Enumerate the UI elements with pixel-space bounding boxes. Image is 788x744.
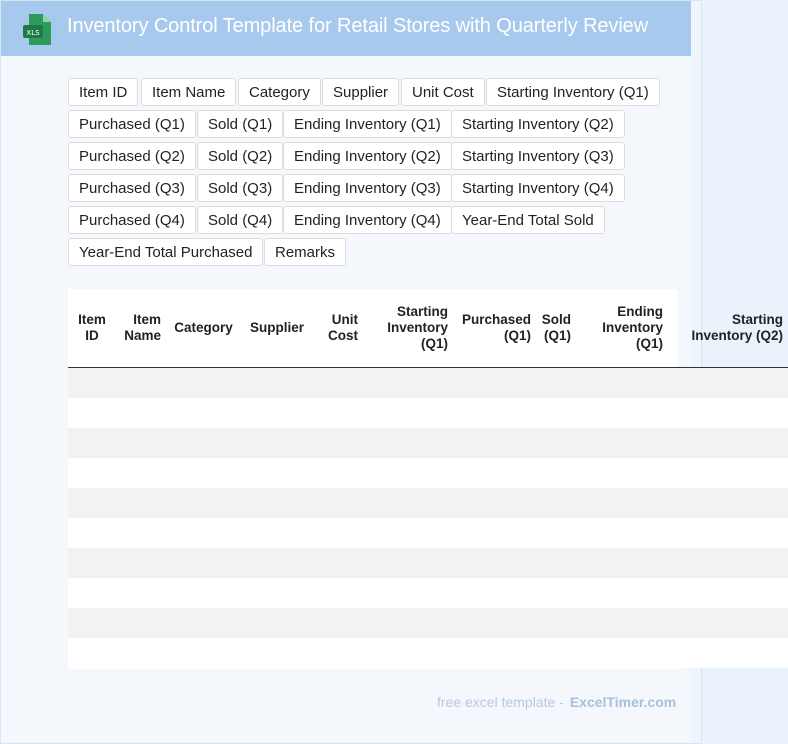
table-cell[interactable] — [668, 518, 788, 548]
table-cell[interactable] — [363, 398, 453, 428]
table-cell[interactable] — [453, 488, 536, 518]
table-cell[interactable] — [453, 548, 536, 578]
footer-brand-link[interactable]: ExcelTimer.com — [569, 694, 677, 710]
table-cell[interactable] — [536, 578, 576, 608]
table-cell[interactable] — [536, 398, 576, 428]
field-chip[interactable]: Sold (Q2) — [197, 142, 283, 170]
table-cell[interactable] — [68, 518, 116, 548]
main-content — [1, 56, 783, 742]
table-cell[interactable] — [166, 608, 241, 638]
table-cell[interactable] — [668, 458, 788, 488]
table-cell[interactable] — [453, 608, 536, 638]
table-cell[interactable] — [363, 608, 453, 638]
table-cell[interactable] — [116, 608, 166, 638]
table-cell[interactable] — [453, 458, 536, 488]
table-cell[interactable] — [313, 548, 363, 578]
table-cell[interactable] — [241, 368, 313, 399]
field-chip[interactable]: Purchased (Q4) — [68, 206, 196, 234]
table-cell[interactable] — [313, 458, 363, 488]
table-cell[interactable] — [668, 428, 788, 458]
table-cell[interactable] — [116, 458, 166, 488]
table-cell[interactable] — [166, 458, 241, 488]
field-chip[interactable]: Purchased (Q3) — [68, 174, 196, 202]
field-chip[interactable]: Purchased (Q1) — [68, 110, 196, 138]
table-cell[interactable] — [68, 488, 116, 518]
field-chip[interactable]: Sold (Q4) — [197, 206, 283, 234]
table-cell[interactable] — [453, 428, 536, 458]
table-cell[interactable] — [313, 638, 363, 668]
column-header[interactable]: Sold (Q1) — [536, 289, 576, 368]
page-title: Inventory Control Template for Retail Stores with Quarterly Review — [67, 15, 649, 37]
field-chip[interactable]: Sold (Q3) — [197, 174, 283, 202]
table-cell[interactable] — [313, 398, 363, 428]
table-cell[interactable] — [313, 578, 363, 608]
table-header-row — [68, 289, 788, 368]
footer-credit — [437, 694, 676, 710]
field-chip[interactable]: Starting Inventory (Q2) — [451, 110, 625, 138]
table-cell[interactable] — [241, 458, 313, 488]
table-cell[interactable] — [241, 488, 313, 518]
table-cell[interactable] — [68, 398, 116, 428]
column-header[interactable]: Item ID — [68, 289, 116, 368]
table-cell[interactable] — [363, 638, 453, 668]
table-cell[interactable] — [576, 398, 668, 428]
field-chip[interactable]: Ending Inventory (Q4) — [283, 206, 452, 234]
table-row — [68, 518, 788, 548]
table-cell[interactable] — [576, 518, 668, 548]
table-cell[interactable] — [453, 578, 536, 608]
field-chip[interactable]: Year-End Total Purchased — [68, 238, 263, 266]
table-cell[interactable] — [241, 428, 313, 458]
table-cell[interactable] — [166, 488, 241, 518]
table-cell[interactable] — [116, 398, 166, 428]
table-cell[interactable] — [241, 608, 313, 638]
table-cell[interactable] — [363, 368, 453, 399]
field-chip[interactable]: Category — [238, 78, 321, 106]
column-header[interactable]: Item Name — [116, 289, 166, 368]
table-cell[interactable] — [536, 458, 576, 488]
table-cell[interactable] — [668, 368, 788, 399]
table-cell[interactable] — [68, 638, 116, 668]
table-row — [68, 578, 788, 608]
table-cell[interactable] — [536, 368, 576, 399]
table-cell[interactable] — [453, 518, 536, 548]
column-header[interactable]: Supplier — [241, 289, 313, 368]
table-cell[interactable] — [68, 608, 116, 638]
inventory-table-container[interactable] — [68, 289, 783, 669]
table-cell[interactable] — [536, 428, 576, 458]
table-cell[interactable] — [576, 428, 668, 458]
table-row — [68, 428, 788, 458]
table-cell[interactable] — [241, 518, 313, 548]
table-cell[interactable] — [116, 518, 166, 548]
table-cell[interactable] — [241, 398, 313, 428]
table-cell[interactable] — [576, 608, 668, 638]
xls-icon-label: XLS — [26, 29, 40, 37]
table-cell[interactable] — [453, 398, 536, 428]
field-chip[interactable]: Purchased (Q2) — [68, 142, 196, 170]
field-chip[interactable]: Supplier — [322, 78, 399, 106]
column-header[interactable]: Unit Cost — [313, 289, 363, 368]
table-cell[interactable] — [313, 428, 363, 458]
table-cell[interactable] — [363, 488, 453, 518]
table-cell[interactable] — [576, 458, 668, 488]
table-cell[interactable] — [576, 488, 668, 518]
table-row — [68, 638, 788, 668]
header-bar — [1, 1, 691, 56]
table-cell[interactable] — [536, 608, 576, 638]
field-chip[interactable]: Ending Inventory (Q2) — [283, 142, 452, 170]
table-cell[interactable] — [68, 548, 116, 578]
table-cell[interactable] — [241, 548, 313, 578]
table-cell[interactable] — [313, 488, 363, 518]
table-cell[interactable] — [576, 548, 668, 578]
column-header[interactable]: Purchased (Q1) — [453, 289, 536, 368]
table-cell[interactable] — [166, 548, 241, 578]
table-cell[interactable] — [116, 428, 166, 458]
table-cell[interactable] — [668, 608, 788, 638]
inventory-table — [68, 289, 788, 668]
table-cell[interactable] — [453, 368, 536, 399]
field-chip[interactable]: Starting Inventory (Q1) — [486, 78, 660, 106]
table-cell[interactable] — [68, 428, 116, 458]
table-cell[interactable] — [576, 578, 668, 608]
table-cell[interactable] — [668, 578, 788, 608]
table-cell[interactable] — [68, 368, 116, 399]
table-row — [68, 398, 788, 428]
table-cell[interactable] — [116, 578, 166, 608]
table-cell[interactable] — [363, 578, 453, 608]
table-cell[interactable] — [536, 518, 576, 548]
table-cell[interactable] — [116, 638, 166, 668]
field-chip[interactable]: Starting Inventory (Q3) — [451, 142, 625, 170]
table-cell[interactable] — [241, 578, 313, 608]
table-cell[interactable] — [363, 548, 453, 578]
table-cell[interactable] — [363, 428, 453, 458]
table-cell[interactable] — [576, 368, 668, 399]
column-header[interactable]: Starting Inventory (Q2) — [668, 289, 788, 368]
table-cell[interactable] — [668, 638, 788, 668]
table-row — [68, 488, 788, 518]
table-cell[interactable] — [166, 368, 241, 399]
table-cell[interactable] — [116, 368, 166, 399]
table-cell[interactable] — [668, 548, 788, 578]
field-chip[interactable]: Ending Inventory (Q3) — [283, 174, 452, 202]
table-cell[interactable] — [536, 488, 576, 518]
table-cell[interactable] — [363, 518, 453, 548]
table-cell[interactable] — [166, 428, 241, 458]
column-header[interactable]: Ending Inventory (Q1) — [576, 289, 668, 368]
field-chip[interactable]: Remarks — [264, 238, 346, 266]
column-header[interactable]: Starting Inventory (Q1) — [363, 289, 453, 368]
table-cell[interactable] — [313, 608, 363, 638]
table-cell[interactable] — [453, 638, 536, 668]
field-chip[interactable]: Item Name — [141, 78, 236, 106]
table-cell[interactable] — [166, 578, 241, 608]
field-chip[interactable]: Sold (Q1) — [197, 110, 283, 138]
table-cell[interactable] — [363, 458, 453, 488]
field-chip[interactable]: Year-End Total Sold — [451, 206, 605, 234]
table-cell[interactable] — [576, 638, 668, 668]
field-chip[interactable]: Item ID — [68, 78, 138, 106]
table-cell[interactable] — [68, 458, 116, 488]
table-cell[interactable] — [668, 488, 788, 518]
table-cell[interactable] — [536, 548, 576, 578]
table-row — [68, 548, 788, 578]
table-cell[interactable] — [116, 548, 166, 578]
table-cell[interactable] — [166, 638, 241, 668]
field-chip[interactable]: Unit Cost — [401, 78, 485, 106]
xls-file-icon — [23, 14, 51, 45]
table-cell[interactable] — [116, 488, 166, 518]
table-cell[interactable] — [68, 578, 116, 608]
table-cell[interactable] — [241, 638, 313, 668]
column-header[interactable]: Category — [166, 289, 241, 368]
table-row — [68, 458, 788, 488]
table-cell[interactable] — [313, 518, 363, 548]
field-chip[interactable]: Starting Inventory (Q4) — [451, 174, 625, 202]
table-cell[interactable] — [668, 398, 788, 428]
table-cell[interactable] — [313, 368, 363, 399]
table-cell[interactable] — [536, 638, 576, 668]
footer-text: free excel template - — [437, 694, 564, 710]
field-chip[interactable]: Ending Inventory (Q1) — [283, 110, 452, 138]
table-row — [68, 368, 788, 399]
table-row — [68, 608, 788, 638]
table-body — [68, 368, 788, 669]
table-cell[interactable] — [166, 398, 241, 428]
table-cell[interactable] — [166, 518, 241, 548]
